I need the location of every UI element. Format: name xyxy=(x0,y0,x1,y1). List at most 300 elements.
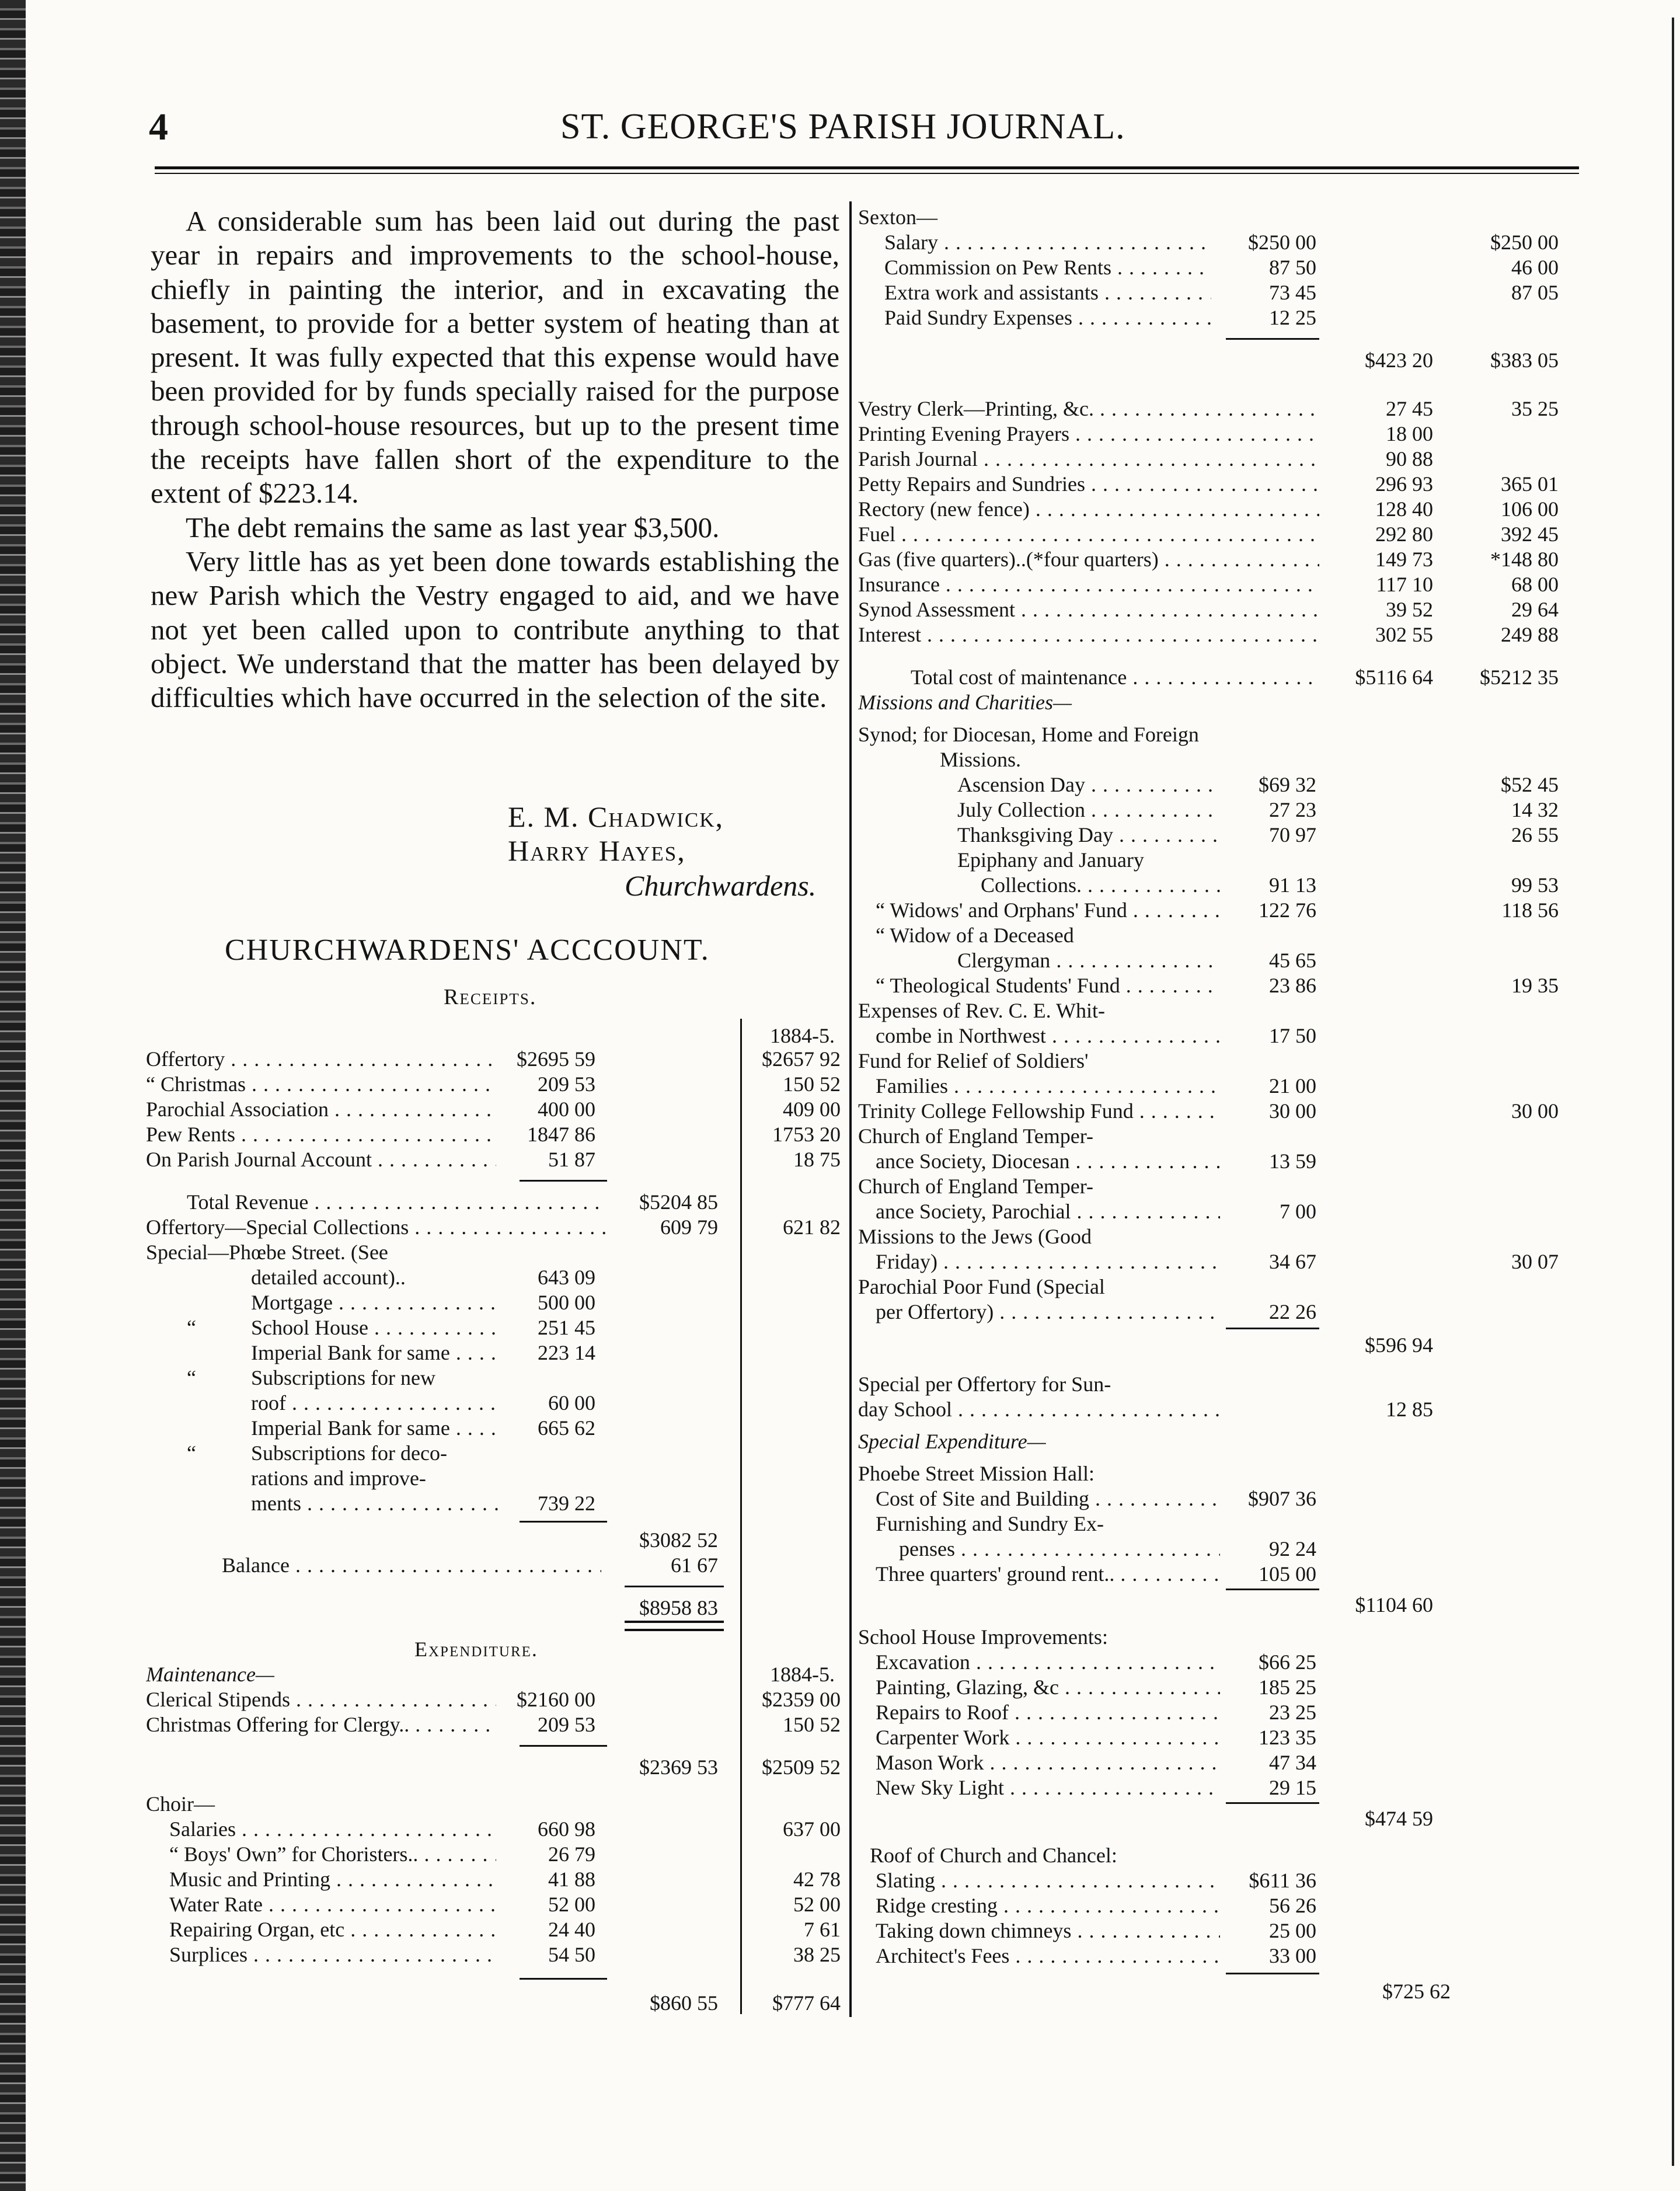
table-row xyxy=(858,471,1582,496)
amount-cell: 739 22 xyxy=(538,1492,595,1515)
table-row xyxy=(858,1123,1582,1148)
table-row xyxy=(858,1511,1582,1536)
row-label: per Offertory) . . . xyxy=(876,1299,1220,1325)
row-label: Rectory (new fence) . . . xyxy=(858,496,1319,522)
table-row xyxy=(146,1490,846,1516)
amount-cell: 18 00 xyxy=(1386,422,1433,445)
table-row xyxy=(858,797,1582,822)
amount-cell: 30 00 xyxy=(1511,1099,1559,1123)
page-title: ST. GEORGE'S PARISH JOURNAL. xyxy=(560,107,1125,147)
table-row xyxy=(858,546,1582,572)
row-label: New Sky Light . . . xyxy=(876,1775,1220,1800)
table-row xyxy=(858,1332,1582,1357)
row-label: “ Boys' Own” for Choristers.. . . . xyxy=(169,1841,496,1867)
row-label: Excavation . . . xyxy=(876,1649,1220,1675)
row-label: Church of England Temper- xyxy=(858,1175,1093,1198)
table-row xyxy=(146,1754,846,1779)
table-row xyxy=(146,1661,846,1687)
amount-cell: 609 79 xyxy=(660,1215,718,1239)
amount-cell: 209 53 xyxy=(538,1072,595,1096)
row-label: Architect's Fees . . . xyxy=(876,1943,1220,1969)
row-label: Mortgage . . . xyxy=(251,1290,502,1315)
amount-cell: $52 45 xyxy=(1501,773,1559,796)
rule-spacer xyxy=(858,372,1582,396)
amount-cell: 665 62 xyxy=(538,1416,595,1440)
expenditure-continued-table xyxy=(858,204,1582,2004)
table-row xyxy=(146,1917,846,1942)
amount-cell: $725 62 xyxy=(1382,1980,1451,2003)
row-label: Families . . . xyxy=(876,1073,1220,1099)
total-rule xyxy=(1226,1328,1319,1329)
amount-cell: 90 88 xyxy=(1386,447,1433,471)
row-label: ments . . . xyxy=(251,1490,502,1516)
table-row xyxy=(858,689,1582,715)
row-label: Subscriptions for new xyxy=(251,1366,435,1389)
row-label: Missions to the Jews (Good xyxy=(858,1225,1092,1248)
table-row xyxy=(858,1224,1582,1249)
amount-cell: 30 07 xyxy=(1511,1250,1559,1273)
table-row xyxy=(858,305,1582,330)
table-row xyxy=(858,229,1582,255)
row-label: Synod; for Diocesan, Home and Foreign xyxy=(858,723,1199,746)
row-label: Water Rate . . . xyxy=(169,1892,496,1917)
amount-cell: $907 36 xyxy=(1248,1487,1316,1510)
amount-cell: 23 25 xyxy=(1269,1701,1316,1724)
rule-spacer xyxy=(858,1586,1582,1592)
row-label: ance Society, Diocesan . . . xyxy=(876,1148,1220,1174)
amount-cell: 122 76 xyxy=(1259,898,1316,922)
table-row xyxy=(858,1943,1582,1968)
amount-cell: $2160 00 xyxy=(517,1688,595,1711)
amount-cell: $5116 64 xyxy=(1355,666,1433,689)
amount-cell: 7 00 xyxy=(1280,1200,1316,1223)
rule-spacer xyxy=(858,1324,1582,1332)
table-row xyxy=(858,897,1582,922)
rule-spacer xyxy=(858,1357,1582,1371)
table-row xyxy=(858,521,1582,546)
table-row xyxy=(858,1649,1582,1674)
amount-cell: 223 14 xyxy=(538,1341,595,1364)
amount-cell: 392 45 xyxy=(1501,523,1559,546)
amount-cell: 23 86 xyxy=(1269,974,1316,997)
row-label: Special Expenditure— xyxy=(858,1430,1046,1453)
amount-cell: 54 50 xyxy=(548,1943,595,1966)
amount-cell: 251 45 xyxy=(538,1316,595,1339)
table-row xyxy=(146,1147,846,1172)
row-label: Sexton— xyxy=(858,205,938,229)
amount-cell: 106 00 xyxy=(1501,497,1559,521)
amount-cell: 45 65 xyxy=(1269,949,1316,972)
amount-cell: 637 00 xyxy=(783,1817,841,1841)
table-row xyxy=(858,722,1582,747)
amount-cell: 17 50 xyxy=(1269,1024,1316,1047)
row-label: Maintenance— xyxy=(146,1663,274,1686)
row-label: Furnishing and Sundry Ex- xyxy=(876,1512,1104,1535)
rule-spacer xyxy=(146,1172,846,1189)
row-label: Thanksgiving Day . . . xyxy=(957,822,1220,848)
receipts-heading: Receipts. xyxy=(444,985,537,1009)
amount-cell: 87 50 xyxy=(1269,256,1316,279)
row-label: Ridge cresting . . . xyxy=(876,1893,1220,1918)
row-label: Three quarters' ground rent.. . . . xyxy=(876,1561,1220,1587)
amount-cell: 26 79 xyxy=(548,1842,595,1866)
row-label: Special—Phœbe Street. (See xyxy=(146,1241,388,1264)
row-label: Repairing Organ, etc . . . xyxy=(169,1917,496,1942)
row-label: Fuel . . . xyxy=(858,521,1319,547)
table-row xyxy=(146,1712,846,1737)
signature-name-2: Harry Hayes, xyxy=(508,834,686,867)
row-label: Total cost of maintenance . . . xyxy=(911,664,1319,690)
total-rule xyxy=(520,1521,607,1523)
table-row xyxy=(146,1071,846,1096)
total-rule xyxy=(1226,1589,1319,1590)
row-label: Church of England Temper- xyxy=(858,1124,1093,1148)
amount-cell: 60 00 xyxy=(548,1391,595,1415)
row-label: Friday) . . . xyxy=(876,1249,1220,1274)
table-row xyxy=(858,1561,1582,1586)
row-label: Salary . . . xyxy=(884,229,1211,255)
table-row xyxy=(858,1978,1582,2004)
row-label: Special per Offertory for Sun- xyxy=(858,1373,1111,1396)
table-row xyxy=(146,1214,846,1239)
table-row xyxy=(858,280,1582,305)
amount-cell: $860 55 xyxy=(650,1991,718,2015)
amount-cell: 296 93 xyxy=(1375,472,1433,496)
amount-cell: $611 36 xyxy=(1249,1869,1316,1892)
table-row xyxy=(858,396,1582,421)
row-label: “ Christmas . . . xyxy=(146,1071,496,1097)
amount-cell: 35 25 xyxy=(1511,397,1559,420)
amount-cell: 185 25 xyxy=(1259,1676,1316,1699)
row-label: On Parish Journal Account . . . xyxy=(146,1147,496,1172)
amount-cell: $2695 59 xyxy=(517,1047,595,1071)
table-row xyxy=(146,1340,846,1365)
table-row xyxy=(146,1892,846,1917)
row-label: Christmas Offering for Clergy.. . . . xyxy=(146,1712,496,1737)
table-row xyxy=(858,255,1582,280)
row-label: Imperial Bank for same . . . xyxy=(251,1415,502,1441)
table-row xyxy=(146,1290,846,1315)
table-row xyxy=(146,1841,846,1866)
table-row xyxy=(858,1023,1582,1048)
table-row xyxy=(858,1274,1582,1299)
row-label: detailed account).. xyxy=(251,1266,406,1289)
row-label: ance Society, Parochial . . . xyxy=(876,1199,1220,1224)
amount-cell: 400 00 xyxy=(538,1098,595,1121)
table-row xyxy=(858,1048,1582,1073)
amount-cell: $423 20 xyxy=(1365,349,1433,372)
row-label: Slating . . . xyxy=(876,1868,1220,1893)
row-label: “ Widows' and Orphans' Fund . . . xyxy=(876,897,1220,923)
amount-cell: 19 35 xyxy=(1511,974,1559,997)
row-label: Gas (five quarters)..(*four quarters) . . . xyxy=(858,546,1319,572)
amount-cell: 1847 86 xyxy=(527,1123,595,1146)
row-label: Pew Rents . . . xyxy=(146,1121,496,1147)
amount-cell: 87 05 xyxy=(1511,281,1559,304)
row-label: Missions. xyxy=(940,748,1022,771)
total-rule xyxy=(1226,1802,1319,1804)
table-row xyxy=(858,347,1582,372)
table-row xyxy=(146,1390,846,1415)
amount-cell: 68 00 xyxy=(1511,573,1559,596)
table-row xyxy=(858,1371,1582,1396)
table-row xyxy=(858,664,1582,689)
table-row xyxy=(858,1461,1582,1486)
table-row xyxy=(858,1199,1582,1224)
amount-cell: $2359 00 xyxy=(762,1688,841,1711)
amount-cell: 123 35 xyxy=(1259,1726,1316,1749)
amount-cell: 149 73 xyxy=(1375,548,1433,571)
ditto-mark: “ xyxy=(187,1316,196,1339)
total-rule xyxy=(625,1586,724,1587)
row-label: penses . . . xyxy=(899,1536,1220,1562)
row-label: Clerical Stipends . . . xyxy=(146,1687,496,1712)
amount-cell: $69 32 xyxy=(1259,773,1316,796)
amount-cell: 34 67 xyxy=(1269,1250,1316,1273)
row-label: Total Revenue . . . xyxy=(187,1189,607,1215)
rule-spacer xyxy=(858,1617,1582,1624)
amount-cell: 117 10 xyxy=(1376,573,1433,596)
amount-cell: 249 88 xyxy=(1501,623,1559,646)
row-label: “ Widow of a Deceased xyxy=(876,924,1074,947)
prose-paragraph: Very little has as yet been done towards establishing the new Parish which the Vestry engaged to aid, and we have not yet been called upon to contribute anything to that object. We understand that the matter has been delayed by difficulties which have occurred in the selection of the site. xyxy=(151,545,839,714)
amount-cell: *148 80 xyxy=(1490,548,1559,571)
amount-cell: $383 05 xyxy=(1490,349,1559,372)
table-row xyxy=(146,1527,846,1552)
row-label: Subscriptions for deco- xyxy=(251,1441,447,1465)
row-label: Surplices . . . xyxy=(169,1942,496,1967)
row-label: Mason Work . . . xyxy=(876,1750,1220,1775)
amount-cell: 209 53 xyxy=(538,1713,595,1736)
row-label: Offertory—Special Collections . . . xyxy=(146,1214,607,1240)
table-row xyxy=(858,998,1582,1023)
row-label: combe in Northwest . . . xyxy=(876,1023,1220,1049)
year-header: 1884-5. xyxy=(770,1024,835,1047)
table-row xyxy=(858,1674,1582,1699)
row-label: Salaries . . . xyxy=(169,1816,496,1842)
table-row xyxy=(858,622,1582,647)
table-row xyxy=(146,1942,846,1967)
amount-cell: 42 78 xyxy=(793,1868,841,1891)
amount-cell: 30 00 xyxy=(1269,1099,1316,1123)
row-label: Music and Printing . . . xyxy=(169,1866,496,1892)
row-label: School House Improvements: xyxy=(858,1625,1108,1649)
amount-cell: 61 67 xyxy=(671,1553,718,1577)
page-right-edge xyxy=(1672,18,1674,2166)
row-label: “ Theological Students' Fund . . . xyxy=(876,973,1220,998)
row-label: Collections. . . . xyxy=(981,872,1220,898)
rule-spacer xyxy=(146,1577,846,1595)
amount-cell: $2657 92 xyxy=(762,1047,841,1071)
table-row xyxy=(858,1868,1582,1893)
table-row xyxy=(146,1552,846,1577)
table-row xyxy=(858,1536,1582,1561)
row-label: Expenses of Rev. C. E. Whit- xyxy=(858,999,1105,1022)
amount-cell: $2509 52 xyxy=(762,1755,841,1779)
total-rule xyxy=(520,1180,607,1182)
table-row xyxy=(858,1173,1582,1199)
table-row xyxy=(858,446,1582,471)
amount-cell: 18 75 xyxy=(793,1148,841,1171)
amount-cell: 52 00 xyxy=(793,1893,841,1916)
row-label: roof . . . xyxy=(251,1390,502,1416)
amount-cell: 409 00 xyxy=(783,1098,841,1121)
amount-cell: 52 00 xyxy=(548,1893,595,1916)
row-label: Synod Assessment . . . xyxy=(858,597,1319,622)
amount-cell: 621 82 xyxy=(783,1215,841,1239)
rule-spacer xyxy=(146,1516,846,1527)
page-number: 4 xyxy=(149,106,168,148)
row-label: Epiphany and January xyxy=(957,848,1144,872)
amount-cell: 365 01 xyxy=(1501,472,1559,496)
total-rule xyxy=(1226,338,1319,340)
amount-cell: $250 00 xyxy=(1490,231,1559,254)
table-row xyxy=(858,1918,1582,1943)
row-label: Expenditure. xyxy=(414,1638,538,1661)
amount-cell: 1753 20 xyxy=(772,1123,841,1146)
table-row xyxy=(858,1842,1582,1868)
amount-cell: 56 26 xyxy=(1269,1894,1316,1917)
table-row xyxy=(146,1440,846,1465)
table-row xyxy=(858,1429,1582,1454)
amount-cell: 128 40 xyxy=(1375,497,1433,521)
row-label: Vestry Clerk—Printing, &c. . . . xyxy=(858,396,1319,422)
amount-cell: 12 85 xyxy=(1386,1398,1433,1421)
table-row xyxy=(858,1396,1582,1422)
grand-total: $8958 83 xyxy=(639,1596,718,1619)
row-label: Paid Sundry Expenses . . . xyxy=(884,305,1211,330)
amount-cell: 51 87 xyxy=(548,1148,595,1171)
table-row xyxy=(858,973,1582,998)
amount-cell: 105 00 xyxy=(1259,1562,1316,1586)
row-label: School House . . . xyxy=(251,1315,502,1340)
amount-cell: 150 52 xyxy=(783,1072,841,1096)
amount-cell: 27 45 xyxy=(1386,397,1433,420)
amount-cell: 13 59 xyxy=(1269,1150,1316,1173)
row-label: Parochial Association . . . xyxy=(146,1096,496,1122)
table-row xyxy=(858,747,1582,772)
amount-cell: 500 00 xyxy=(538,1291,595,1314)
row-label: Parochial Poor Fund (Special xyxy=(858,1275,1105,1298)
amount-cell: 25 00 xyxy=(1269,1919,1316,1942)
row-label: Printing Evening Prayers . . . xyxy=(858,421,1319,447)
table-row xyxy=(858,1893,1582,1918)
prose-paragraph: A considerable sum has been laid out during the past year in repairs and improvements to the school-house, chiefly in painting the interior, and in excavating the basement, to provide for a better system of heating than at present. It was fully expected that this expense would have been provided for by funds specially raised for the purpose through school-house resources, but up to the present time the receipts have fallen short of the expenditure to the extent of $223.14. xyxy=(151,205,839,510)
table-row xyxy=(858,1725,1582,1750)
row-label: Trinity College Fellowship Fund . . . xyxy=(858,1098,1220,1124)
row-label: Commission on Pew Rents . . . xyxy=(884,255,1211,280)
row-label: Petty Repairs and Sundries . . . xyxy=(858,471,1319,497)
rule-spacer xyxy=(146,1779,846,1791)
row-label: Phoebe Street Mission Hall: xyxy=(858,1462,1095,1485)
amount-cell: 26 55 xyxy=(1511,823,1559,847)
table-row xyxy=(146,1023,846,1046)
row-label: Missions and Charities— xyxy=(858,691,1072,714)
table-row xyxy=(858,922,1582,948)
amount-cell: 660 98 xyxy=(538,1817,595,1841)
amount-cell: 46 00 xyxy=(1511,256,1559,279)
table-row xyxy=(858,1073,1582,1098)
amount-cell: 92 24 xyxy=(1269,1537,1316,1560)
amount-cell: 292 80 xyxy=(1375,523,1433,546)
ditto-mark: “ xyxy=(187,1441,196,1465)
amount-cell: $5204 85 xyxy=(639,1190,718,1214)
page-binding-edge xyxy=(0,0,26,2191)
table-row xyxy=(146,1990,846,2015)
row-label: July Collection . . . xyxy=(957,797,1220,823)
amount-cell: 70 97 xyxy=(1269,823,1316,847)
row-label: Cost of Site and Building . . . xyxy=(876,1486,1220,1511)
column-divider xyxy=(849,201,852,2017)
row-label: Parish Journal . . . xyxy=(858,446,1319,472)
prose-block xyxy=(151,204,839,715)
table-row xyxy=(858,204,1582,229)
table-row xyxy=(146,1189,846,1214)
table-row xyxy=(146,1121,846,1147)
ditto-mark: “ xyxy=(187,1366,196,1389)
table-row xyxy=(858,1806,1582,1831)
table-row xyxy=(146,1239,846,1265)
table-row xyxy=(858,1098,1582,1123)
table-row xyxy=(858,597,1582,622)
table-row xyxy=(858,1299,1582,1324)
amount-cell: $1104 60 xyxy=(1355,1593,1433,1617)
row-label: Repairs to Roof . . . xyxy=(876,1699,1220,1725)
rule-spacer xyxy=(146,1737,846,1754)
amount-cell: 118 56 xyxy=(1501,898,1559,922)
table-row xyxy=(858,1148,1582,1173)
header-rule-thin xyxy=(155,173,1579,174)
amount-cell: 643 09 xyxy=(538,1266,595,1289)
rule-spacer xyxy=(146,1967,846,1990)
row-label: Taking down chimneys . . . xyxy=(876,1918,1220,1943)
rule-spacer xyxy=(858,1968,1582,1978)
row-label: Carpenter Work . . . xyxy=(876,1725,1220,1750)
table-row xyxy=(858,496,1582,521)
account-title: CHURCHWARDENS' ACCCOUNT. xyxy=(225,933,710,967)
table-row xyxy=(858,772,1582,797)
table-row xyxy=(146,1315,846,1340)
amount-cell: 150 52 xyxy=(783,1713,841,1736)
amount-cell: $250 00 xyxy=(1248,231,1316,254)
amount-cell: 41 88 xyxy=(548,1868,595,1891)
row-label: Interest . . . xyxy=(858,622,1319,647)
table-row xyxy=(146,1687,846,1712)
table-row xyxy=(858,847,1582,872)
amount-cell: 302 55 xyxy=(1375,623,1433,646)
header-rule xyxy=(155,166,1579,169)
row-label: Choir— xyxy=(146,1792,215,1816)
amount-cell: 7 61 xyxy=(804,1918,841,1941)
amount-cell: $3082 52 xyxy=(639,1528,718,1552)
table-row xyxy=(858,1592,1582,1617)
signature-name-1: E. M. Chadwick, xyxy=(508,800,724,833)
rule-spacer xyxy=(146,1620,846,1636)
row-label: Fund for Relief of Soldiers' xyxy=(858,1049,1089,1072)
total-rule xyxy=(520,1978,607,1980)
rule-spacer xyxy=(858,1454,1582,1461)
table-row xyxy=(858,1775,1582,1800)
amount-cell: 33 00 xyxy=(1269,1944,1316,1967)
amount-cell: $5212 35 xyxy=(1480,666,1559,689)
total-rule xyxy=(520,1745,607,1747)
table-row xyxy=(146,1866,846,1892)
amount-cell: 38 25 xyxy=(793,1943,841,1966)
table-row xyxy=(146,1595,846,1620)
amount-cell: $596 94 xyxy=(1365,1333,1433,1357)
row-label: Painting, Glazing, &c . . . xyxy=(876,1674,1220,1700)
amount-cell: $474 59 xyxy=(1365,1807,1433,1830)
